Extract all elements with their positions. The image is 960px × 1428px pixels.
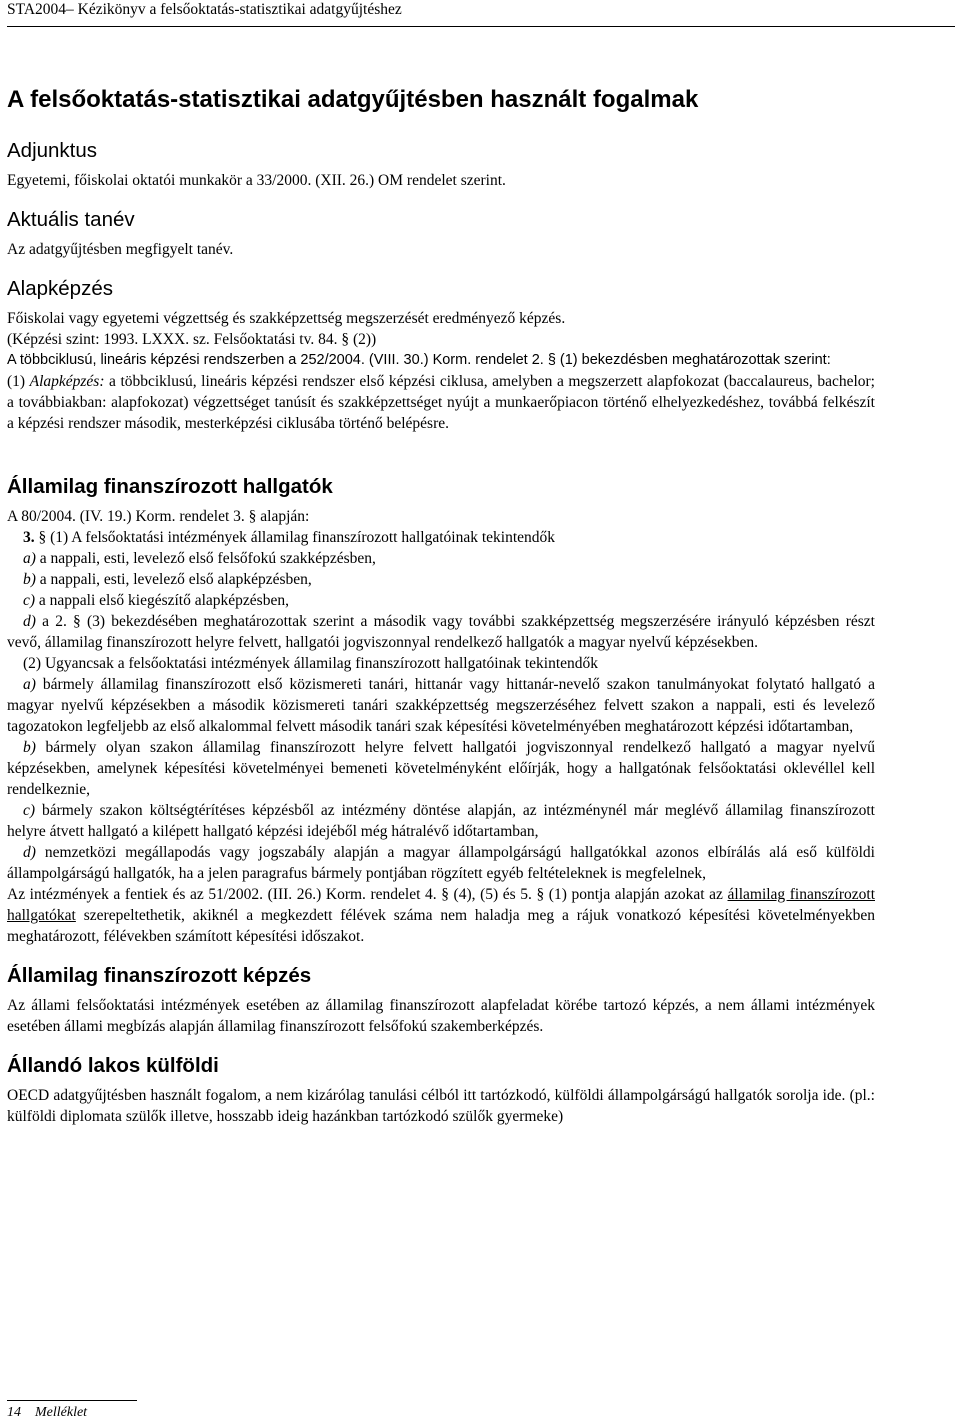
term-definition: Az állami felsőoktatási intézmények esetében az államilag finanszírozott alapfeladat körébe tartozó képzés, a nem állami intézmények esetében állami megbízás alapján államilag finanszírozott felsőfokú szakemberképzés.	[7, 997, 875, 1035]
page-title: A felsőoktatás-statisztikai adatgyűjtésben használt fogalmak	[7, 86, 699, 113]
term-definition: A többciklusú, lineáris képzési rendszerben a 252/2004. (VIII. 30.) Korm. rendelet 2. § (1) bekezdésben meghatározottak szerint:	[7, 352, 831, 368]
quote-term: Alapképzés:	[29, 373, 105, 390]
page-footer: 14 Melléklet	[7, 1400, 137, 1425]
term-heading: Állandó lakos külföldi	[7, 1054, 219, 1077]
list-item	[7, 590, 875, 611]
term-heading: Aktuális tanév	[7, 208, 135, 231]
item-text: a nappali, esti, levelező első alapképzésben,	[35, 571, 312, 588]
entry-allamilag-finanszirozott-kepzes	[7, 963, 875, 1037]
legal-quote	[7, 371, 875, 434]
entry-alapkepzes	[7, 276, 875, 434]
section-number: 3.	[23, 529, 35, 546]
item-text: a nappali első kiegészítő alapképzésben,	[35, 592, 289, 609]
item-label: b)	[23, 739, 36, 756]
closing-paragraph	[7, 884, 875, 947]
term-definition: Egyetemi, főiskolai oktatói munkakör a 33/2000. (XII. 26.) OM rendelet szerint.	[7, 172, 506, 189]
item-text: bármely államilag finanszírozott első közismereti tanári, hittanár vagy hittanár-nevelő szakon tanulmányokat folytató hallgató a magyar nyelvű képzésekben a második közismereti tanári szakképzettség megszerzéséhez felvett szakon a nappali, esti és levelező tagozatokon legfeljebb az első alkalommal felvett második tanári szak képesítési követelményében meghatározott képzési időtartamban,	[7, 676, 875, 735]
term-heading: Államilag finanszírozott képzés	[7, 964, 312, 987]
item-label: b)	[23, 571, 36, 588]
section-3-para-1	[7, 527, 875, 548]
item-text: bármely olyan szakon államilag finanszírozott helyre felvett hallgatói jogviszonnyal rendelkező hallgató a magyar nyelvű képzésekben, amelynek képesítési követelményei bemeneti követelményként előírják, hogy a hallgatónak felsőoktatási oklevéllel kell rendelkeznie,	[7, 739, 875, 798]
item-label: c)	[23, 802, 36, 819]
list-item	[7, 548, 875, 569]
item-text: bármely szakon költségtérítéses képzésből az intézmény döntése alapján, az intézménynél már meglévő államilag finanszírozott helyre átvett hallgató a kilépett hallgató képzési idejéből még hátralévő időtartamban,	[7, 802, 875, 840]
term-definition: Főiskolai vagy egyetemi végzettség és szakképzettség megszerzését eredményező képzés.	[7, 310, 566, 327]
item-text: nemzetközi megállapodás vagy jogszabály alapján a magyar állampolgárságú hallgatókkal azonos elbírálás alá eső külföldi állampolgárságú hallgatók, ha a jelen paragrafus bármely pontjában rögzített egyéb feltételeknek is megfelelnek,	[7, 844, 875, 882]
document-body	[7, 84, 875, 1143]
list-item	[7, 569, 875, 590]
item-label: a)	[23, 550, 36, 567]
list-item	[7, 674, 875, 737]
item-label: d)	[23, 613, 36, 630]
term-crossref: államilag finanszírozott hallgatókat	[7, 886, 875, 924]
term-reference: (Képzési szint: 1993. LXXX. sz. Felsőoktatási tv. 84. § (2))	[7, 331, 377, 348]
item-label: a)	[23, 676, 36, 693]
list-item	[7, 842, 875, 884]
item-label: c)	[23, 592, 36, 609]
closing-text: Az intézmények a fentiek és az 51/2002. (III. 26.) Korm. rendelet 4. § (4), (5) és 5. § (1) pontja alapján azokat az	[7, 886, 728, 903]
section-3-para-2: (2) Ugyancsak a felsőoktatási intézmények államilag finanszírozott hallgatóinak tekintendők	[23, 655, 599, 672]
running-header: STA2004– Kézikönyv a felsőoktatás-statisztikai adatgyűjtéshez	[7, 0, 955, 27]
quote-prefix: (1)	[7, 373, 30, 390]
term-definition: Az adatgyűjtésben megfigyelt tanév.	[7, 241, 234, 258]
entry-allamilag-finanszirozott-hallgatok	[7, 474, 875, 947]
list-item	[7, 611, 875, 653]
section-text: § (1) A felsőoktatási intézmények államilag finanszírozott hallgatóinak tekintendők	[34, 529, 556, 546]
list-item	[7, 800, 875, 842]
item-text: a nappali, esti, levelező első felsőfokú szakképzésben,	[35, 550, 376, 567]
list-item	[7, 737, 875, 800]
term-heading: Alapképzés	[7, 277, 113, 300]
entry-adjunktus	[7, 138, 875, 191]
term-intro: A 80/2004. (IV. 19.) Korm. rendelet 3. § alapján:	[7, 508, 310, 525]
item-text: a 2. § (3) bekezdésében meghatározottak szerint a második vagy további szakképzettség megszerzésére irányuló képzésben részt vevő, államilag finanszírozott helyre felvett, hallgatói jogviszonnyal rendelkező hallgatók a magyar nyelvű képzésekben.	[7, 613, 875, 651]
entry-aktualis-tanev	[7, 207, 875, 260]
closing-text: szerepeltethetik, akiknél a megkezdett félévek száma nem haladja meg a rájuk vonatkozó képesítési követelményekben meghatározott, félévekben számított képesítési időszakot.	[7, 907, 875, 945]
entry-allando-lakos-kulfoldi	[7, 1053, 875, 1127]
term-definition: OECD adatgyűjtésben használt fogalom, a nem kizárólag tanulási célból itt tartózkodó, külföldi állampolgárságú hallgatók sorolja ide. (pl.: külföldi diplomata szülők illetve, hosszabb ideig hazánkban tartózkodó szülők gyermeke)	[7, 1087, 875, 1125]
quote-text: a többciklusú, lineáris képzési rendszer első képzési ciklusa, amelyben a megszerzett alapfokozat (baccalaureus, bachelor; a továbbiakban: alapfokozat) végzettséget tanúsít és szakképzettséget nyújt a munkaerőpiacon történő elhelyezkedéshez, továbbá felkészít a képzési rendszer második, mesterképzési ciklusába történő belépésre.	[7, 373, 875, 432]
term-heading: Adjunktus	[7, 139, 98, 162]
term-heading: Államilag finanszírozott hallgatók	[7, 475, 333, 498]
item-label: d)	[23, 844, 36, 861]
